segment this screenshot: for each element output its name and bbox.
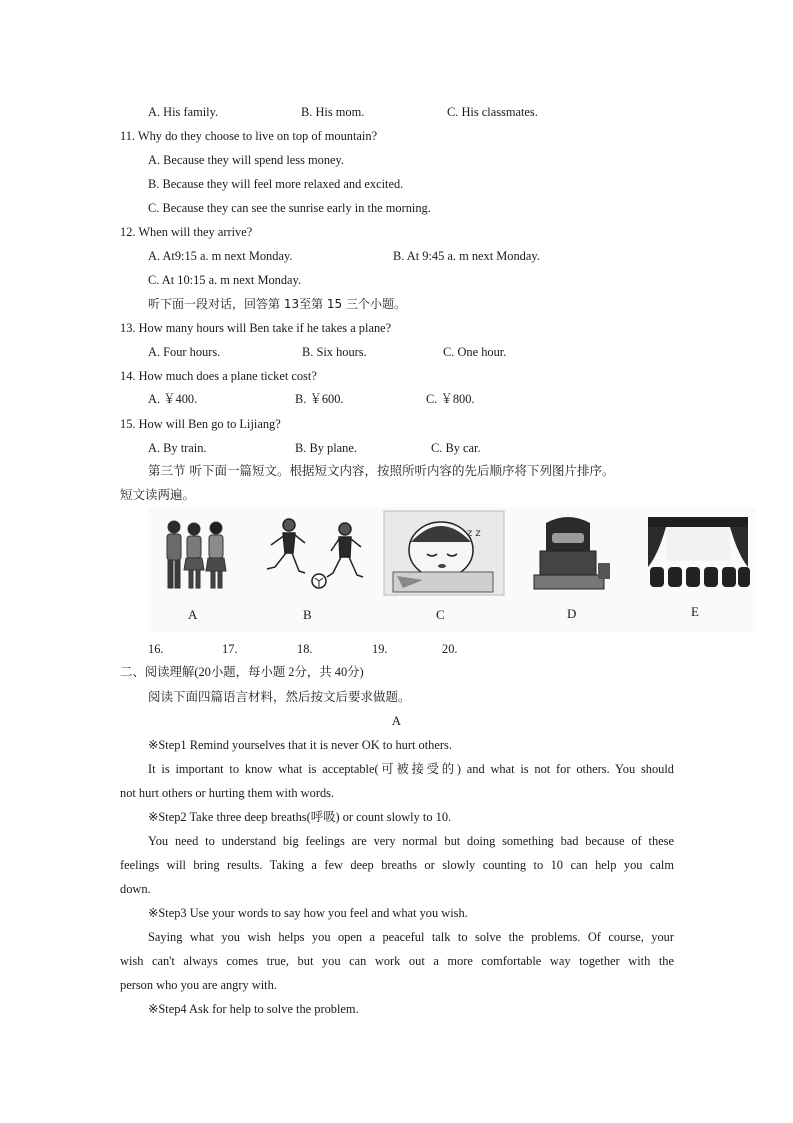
step2-heading: ※Step2 Take three deep breaths(呼吸) or count slowly to 10.	[148, 810, 452, 824]
q15-option-b: B. By plane.	[295, 441, 357, 455]
step2-para-line2: feelings will bring results. Taking a few deep breaths or slowly counting to 10 can help you calm	[120, 858, 674, 872]
q13-option-a: A. Four hours.	[148, 345, 221, 359]
picture-d-robot	[522, 515, 614, 595]
q15-option-c: C. By car.	[431, 441, 481, 455]
q10-option-a: A. His family.	[148, 105, 219, 119]
step2-para-line1: You need to understand big feelings are very normal but doing something bad because of these	[148, 834, 674, 848]
q14-option-a: A. ￥400.	[148, 392, 198, 406]
section3-instruction-line2: 短文读两遍。	[120, 487, 196, 502]
q13-option-c: C. One hour.	[443, 345, 507, 359]
q13-stem: 13. How many hours will Ben take if he takes a plane?	[120, 321, 392, 335]
q13-option-b: B. Six hours.	[302, 345, 367, 359]
picture-strip	[148, 507, 756, 632]
picture-b-football	[261, 515, 373, 595]
part2-instruction: 阅读下面四篇语言材料，然后按文后要求做题。	[148, 689, 411, 704]
picture-label-b: B	[303, 607, 312, 622]
q10-option-b: B. His mom.	[301, 105, 365, 119]
q14-option-b: B. ￥600.	[295, 392, 344, 406]
q15-stem: 15. How will Ben go to Lijiang?	[120, 417, 281, 431]
q10-option-c: C. His classmates.	[447, 105, 538, 119]
q11-option-b: B. Because they will feel more relaxed and excited.	[148, 177, 404, 191]
answer-19: 19.	[372, 642, 388, 656]
picture-label-e: E	[691, 604, 699, 619]
instruction-13-15: 听下面一段对话，回答第 13至第 15 三个小题。	[148, 297, 406, 311]
picture-a-students	[154, 515, 238, 595]
q11-stem: 11. Why do they choose to live on top of mountain?	[120, 129, 378, 143]
answer-20: 20.	[442, 642, 458, 656]
q14-stem: 14. How much does a plane ticket cost?	[120, 369, 317, 383]
picture-label-c: C	[436, 607, 445, 622]
step1-heading: ※Step1 Remind yourselves that it is never OK to hurt others.	[148, 738, 452, 752]
q15-option-a: A. By train.	[148, 441, 207, 455]
section3-instruction-line1: 第三节 听下面一篇短文。根据短文内容，按照所听内容的先后顺序将下列图片排序。	[148, 463, 615, 478]
q11-option-a: A. Because they will spend less money.	[148, 153, 345, 167]
step4-heading: ※Step4 Ask for help to solve the problem.	[148, 1002, 359, 1016]
picture-label-d: D	[567, 606, 577, 621]
q12-option-b: B. At 9:45 a. m next Monday.	[393, 249, 540, 263]
passage-label: A	[392, 714, 401, 728]
step3-para-line1: Saying what you wish helps you open a peaceful talk to solve the problems. Of course, your	[148, 930, 674, 944]
step3-para-line2: wish can't always comes true, but you can work out a more comfortable way together with the	[120, 954, 674, 968]
picture-c-sleeping	[383, 510, 505, 596]
step1-para-line2: not hurt others or hurting them with words.	[120, 786, 335, 800]
q12-option-c: C. At 10:15 a. m next Monday.	[148, 273, 302, 287]
answer-17: 17.	[222, 642, 238, 656]
q12-stem: 12. When will they arrive?	[120, 225, 253, 239]
answer-18: 18.	[297, 642, 313, 656]
step3-para-line3: person who you are angry with.	[120, 978, 277, 992]
q11-option-c: C. Because they can see the sunrise early in the morning.	[148, 201, 431, 215]
picture-e-theater	[644, 515, 752, 595]
step2-para-line3: down.	[120, 882, 151, 896]
step1-para-line1: It is important to know what is acceptable(可被接受的) and what is not for others. You should	[148, 762, 674, 776]
q12-option-a: A. At9:15 a. m next Monday.	[148, 249, 293, 263]
answer-16: 16.	[148, 642, 164, 656]
svg-text:z z: z z	[467, 528, 481, 539]
q14-option-c: C. ￥800.	[426, 392, 475, 406]
part2-heading: 二、阅读理解(20小题，每小题 2分，共 40分)	[120, 665, 364, 679]
picture-label-a: A	[188, 607, 198, 622]
step3-heading: ※Step3 Use your words to say how you feel and what you wish.	[148, 906, 468, 920]
